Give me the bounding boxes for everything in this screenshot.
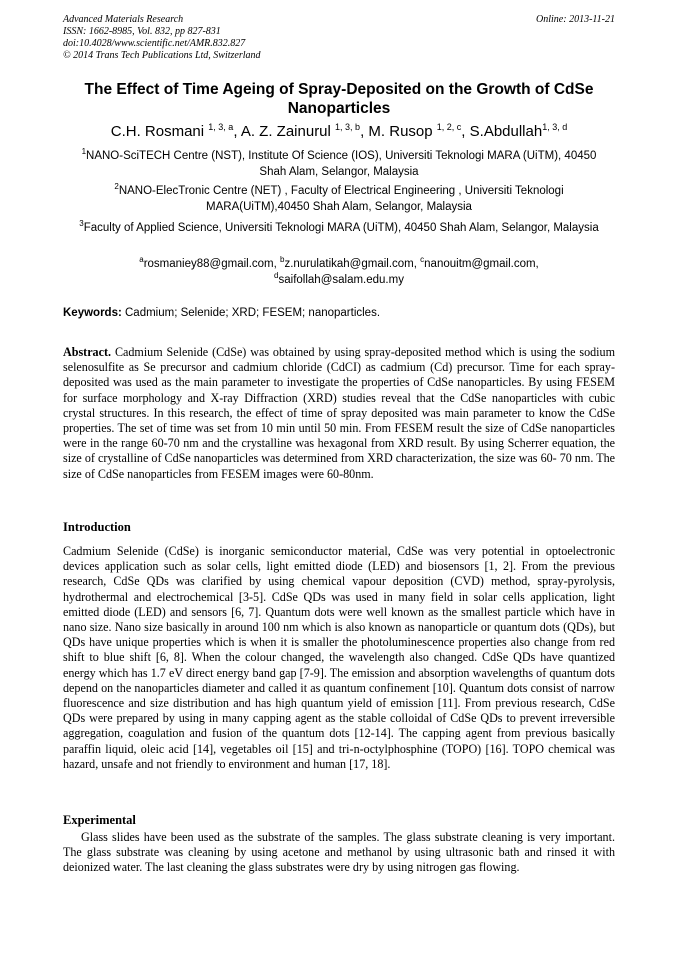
introduction-paragraph: Cadmium Selenide (CdSe) is inorganic semiconductor material, CdSe was very potential in optoelectronic devices application such as solar cells, light emitted diode (LED) and biosensors [1, 2]. From the previous research, CdSe QDs was clarified by using chemical vapour deposition (CVD) method, spray-pyrolysis, hydrothermal and electrochemical [3-5]. CdSe QDs was used in many field in solar cells application, light emitted diode (LED) and sensors [6, 7]. Quantum dots were well known as the smallest particle which have in nano size. Nano size basically in around 100 nm which is also known as nanoparticle or quantum dots (QDs), but QDs have unique properties which is when it is smaller the photoluminescence properties also change from red shift to blue shift [6, 8]. When the colour changed, the wavelength also changed. CdSe QDs have quantized energy which has 1.7 eV direct energy band gap [7-9]. The emission and absorption wavelengths of quantum dots depend on the nanoparticles diameter and called it as quantum confinement [10]. Quantum dots consist of narrow fluorescence and size distribution and has high quantum yield of emission [11]. From previous research, CdSe QDs were prepared by using in many capping agent as the stable colloidal of CdSe QDs to prevent irreversible aggregation, coagulation and fusion of the quantum dots [12-14]. The capping agent from previous basically paraffin liquid, oleic acid [14], vegetables oil [15] and tri-n-octylphosphine (TOPO) [16]. TOPO chemical was hazard, unsafe and not friendly to environment and human [17, 18]. (63, 544, 615, 771)
keywords-label: Keywords: (63, 307, 122, 319)
introduction-heading: Introduction (63, 520, 131, 534)
abstract-label: Abstract. (63, 345, 112, 359)
affiliation-text: NANO-SciTECH Centre (NST), Institute Of Science (IOS), Universiti Teknologi MARA (UiTM), 40450 Shah Alam, Selangor, Malaysia (86, 150, 597, 178)
affiliation-number: 2 (114, 182, 119, 192)
email-address[interactable]: z.nurulatikah@gmail.com, (284, 258, 417, 270)
issn-line: ISSN: 1662-8985, Vol. 832, pp 827-831 (63, 26, 221, 37)
author-name: A. Z. Zainurul (240, 123, 331, 140)
doi-line: doi:10.4028/www.scientific.net/AMR.832.827 (63, 38, 246, 49)
email-address[interactable]: nanouitm@gmail.com, (424, 258, 539, 270)
paper-title: The Effect of Time Ageing of Spray-Deposited on the Growth of CdSe Nanoparticles (84, 81, 594, 117)
author-superscript: 1, 3, b (335, 122, 361, 132)
email-address[interactable]: rosmaniey88@gmail.com, (143, 258, 277, 270)
keywords-text: Cadmium; Selenide; XRD; FESEM; nanoparticles. (125, 307, 381, 319)
author-name: S.Abdullah (469, 123, 543, 140)
journal-header (63, 14, 615, 62)
email-superscript: b (280, 255, 285, 265)
email-superscript: a (139, 255, 144, 265)
affiliation-1 (68, 148, 610, 180)
email-superscript: d (274, 271, 279, 281)
copyright-line: © 2014 Trans Tech Publications Ltd, Switzerland (63, 50, 261, 61)
email-superscript: c (420, 255, 425, 265)
journal-name: Advanced Materials Research (63, 14, 184, 25)
affiliation-number: 3 (79, 219, 84, 229)
experimental-heading: Experimental (63, 813, 136, 827)
author-superscript: 1, 3, a (208, 122, 234, 132)
author-name: C.H. Rosmani (110, 123, 205, 140)
affiliation-3 (68, 220, 610, 236)
author-name: M. Rusop (368, 123, 433, 140)
affiliation-number: 1 (81, 147, 87, 157)
experimental-paragraph: Glass slides have been used as the substrate of the samples. The glass substrate cleaning is very important. The glass substrate was cleaning by using acetone and methanol by using ultrasonic bath and rinsed it with deionized water. The last cleaning the glass substrates were dry by using nitrogen gas flowing. (63, 830, 615, 875)
email-address[interactable]: saifollah@salam.edu.my (278, 274, 404, 286)
author-superscript: 1, 2, c (436, 122, 462, 132)
author-list: C.H. Rosmani $^{1, 3, a}$, A. Z. Zainurul $^{1, 3, b}$, M. Rusop $^{1, 2, c}$, S.Abdullah$^{1, 3, d}$ (110, 122, 568, 140)
abstract-text: Cadmium Selenide (CdSe) was obtained by using spray-deposited method which is using the sodium selenosulfite as Se precursor and cadmium chloride (CdCI) as cadmium (Cd) precursor. Time for each spray-deposited was used as the main parameter to investigate the properties of CdSe nanoparticles. By using FESEM for surface morphology and X-ray Diffraction (XRD) studies reveal that the CdSe nanoparticles with cubic crystal structures. In this research, the effect of time of spray deposited was main parameter to know the CdSe properties. The set of time was set from 10 min until 50 min. From FESEM result the size of CdSe nanoparticles were in the range 60-70 nm and the crystalline was hexagonal from XRD result. By using Scherrer equation, the size of crystalline of CdSe nanoparticles was determined from XRD characterization, the size was 60- 70 nm. The size of CdSe nanoparticles from FESEM images were 60-80nm. (63, 345, 615, 481)
email-list (68, 256, 610, 288)
abstract-paragraph (63, 345, 615, 482)
keywords-line (63, 305, 615, 321)
affiliation-text: NANO-ElecTronic Centre (NET) , Faculty of Electrical Engineering , Universiti Teknologi MARA(UiTM),40450 Shah Alam, Selangor, Malaysia (118, 185, 564, 213)
affiliation-text: Faculty of Applied Science, Universiti Teknologi MARA (UiTM), 40450 Shah Alam, Selangor, Malaysia (83, 222, 599, 234)
online-date: Online: 2013-11-21 (536, 14, 615, 25)
author-superscript: 1, 3, d (542, 122, 568, 132)
affiliation-2 (68, 183, 610, 215)
